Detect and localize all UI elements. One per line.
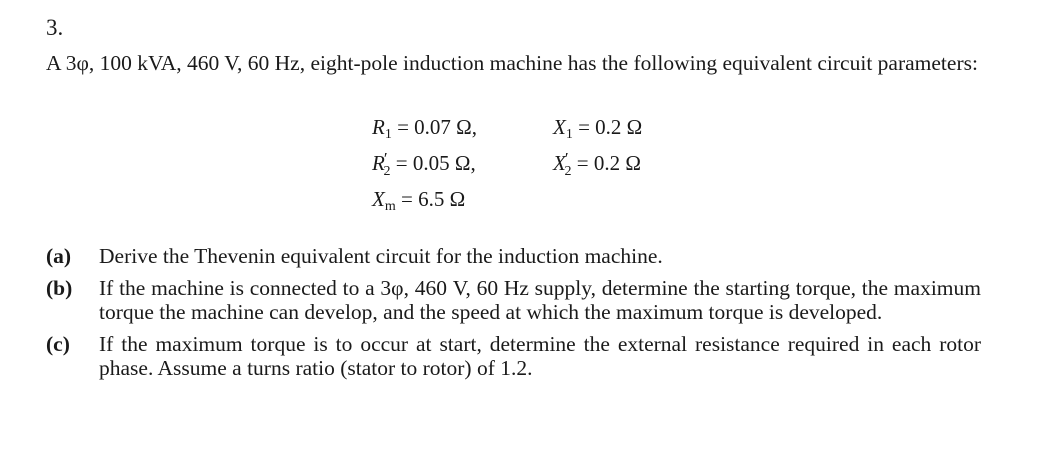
part-c	[46, 332, 981, 380]
part-c-text: If the maximum torque is to occur at start, determine the external resistance required in each rotor phase. Assume a turns ratio (stator to rotor) of 1.2.	[99, 332, 981, 380]
part-b	[46, 276, 981, 324]
part-a	[46, 244, 981, 268]
part-a-text: Derive the Thevenin equivalent circuit for the induction machine.	[99, 244, 663, 268]
equation-x2: $X'_2 = 0.2$ Ω	[553, 149, 641, 179]
problem-statement: A 3φ, 100 kVA, 460 V, 60 Hz, eight-pole induction machine has the following equivalent circuit parameters:	[46, 51, 978, 75]
x2-value: 0.2 Ω	[593, 151, 641, 175]
problem-number: 3.	[46, 15, 64, 40]
part-a-label: (a)	[46, 244, 72, 268]
part-b-text: If the machine is connected to a 3φ, 460 V, 60 Hz supply, determine the starting torque, the maximum torque the machine can develop, and the speed at which the maximum torque is developed.	[99, 276, 981, 324]
part-b-label: (b)	[46, 276, 73, 300]
equation-r2: $R'_2 = 0.05$ Ω,	[372, 149, 476, 179]
question-parts	[46, 244, 981, 388]
xm-value: 6.5 Ω	[418, 187, 466, 211]
part-c-label: (c)	[46, 332, 70, 356]
x1-value: 0.2 Ω	[595, 115, 643, 139]
equation-xm: $X_m = 6.5$ Ω	[372, 187, 466, 214]
equation-x1: $X_1 = 0.2$ Ω	[553, 115, 643, 142]
r2-value: 0.05 Ω,	[412, 151, 476, 175]
equation-r1: $R_1 = 0.07$ Ω,	[372, 115, 478, 142]
r1-value: 0.07 Ω,	[414, 115, 478, 139]
